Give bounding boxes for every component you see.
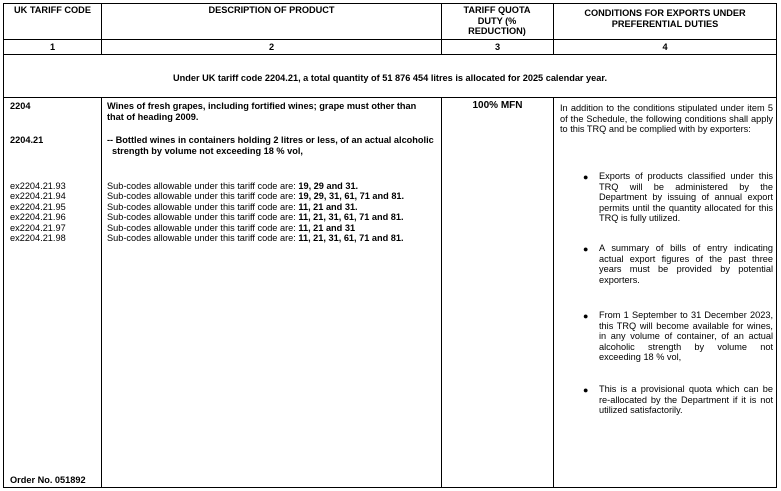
subcode-description-row (107, 191, 440, 201)
subcode-descriptions (107, 181, 440, 243)
subcode-prefix: Sub-codes allowable under this tariff code are: (107, 191, 296, 202)
banner-rule (4, 97, 776, 98)
subheading-code: 2204.21 (10, 135, 44, 145)
column-number-3: 3 (494, 42, 501, 52)
col-divider-3-body (553, 97, 554, 487)
subcode-item: ex2204.21.94 (10, 191, 66, 202)
subcode-item: ex2204.21.98 (10, 233, 66, 244)
subcode-list (10, 181, 66, 243)
heading-description: Wines of fresh grapes, including fortified wines; grape must other than that of heading 2009. (107, 101, 417, 122)
subcode-values: 19, 29 and 31. (298, 181, 359, 191)
header-tariff-quota-duty: TARIFF QUOTA DUTY (% REDUCTION) (463, 5, 531, 36)
col-divider-2-body (441, 97, 442, 487)
subcode-item: ex2204.21.93 (10, 181, 66, 191)
condition-bullet-4: This is a provisional quota which can be re-allocated by the Department if it is not utilized satisfactorily. (599, 384, 773, 416)
subcode-values: 19, 29, 31, 61, 71 and 81. (298, 191, 405, 202)
header-rule (4, 39, 776, 40)
subcode-prefix: Sub-codes allowable under this tariff code are: (107, 212, 296, 223)
subcode-values: 11, 21, 31, 61, 71 and 81. (298, 212, 404, 223)
subcode-description-row (107, 202, 440, 212)
condition-bullet-2: A summary of bills of entry indicating actual export figures of the past three years must be provided by potential exporters. (599, 243, 773, 285)
subcode-item: ex2204.21.96 (10, 212, 66, 223)
subcode-item: ex2204.21.97 (10, 222, 66, 233)
col-divider-1-body (101, 97, 102, 487)
header-description: DESCRIPTION OF PRODUCT (208, 5, 335, 15)
column-number-rule (4, 54, 776, 55)
bullet-icon: ● (583, 244, 589, 254)
subcode-values: 11, 21 and 31 (298, 222, 356, 233)
subcode-description-row (107, 223, 440, 233)
subcode-description-row (107, 212, 440, 222)
header-conditions: CONDITIONS FOR EXPORTS UNDER PREFERENTIAL DUTIES (584, 8, 746, 29)
heading-code: 2204 (10, 101, 31, 111)
tariff-table (3, 3, 777, 488)
subheading-description: -- Bottled wines in containers holding 2 litres or less, of an actual alcoholic strength by volume not exceeding 18 % vol, (107, 135, 434, 156)
subcode-values: 11, 21, 31, 61, 71 and 81. (298, 233, 404, 244)
order-number: Order No. 051892 (10, 475, 86, 485)
subcode-prefix: Sub-codes allowable under this tariff code are: (107, 222, 296, 233)
column-number-1: 1 (49, 42, 56, 52)
subcode-prefix: Sub-codes allowable under this tariff code are: (107, 201, 296, 212)
allocation-banner: Under UK tariff code 2204.21, a total quantity of 51 876 454 litres is allocated for 2025 calendar year. (172, 73, 608, 83)
condition-bullet-1: Exports of products classified under this TRQ will be administered by the Department by issuing of annual export permits until the quantity allocated for this TRQ is fully utilized. (599, 171, 773, 224)
subcode-prefix: Sub-codes allowable under this tariff code are: (107, 233, 296, 244)
column-number-4: 4 (662, 42, 668, 52)
subcode-item: ex2204.21.95 (10, 201, 66, 212)
bullet-icon: ● (583, 311, 589, 321)
subcode-prefix: Sub-codes allowable under this tariff code are: (107, 181, 296, 191)
subcode-description-row (107, 233, 440, 243)
condition-bullet-3: From 1 September to 31 December 2023, this TRQ will become available for wines, in any volume of container, of an actual alcoholic strength by volume not exceeding 18 % vol, (599, 310, 773, 363)
column-number-2: 2 (268, 42, 275, 52)
bullet-icon: ● (583, 385, 589, 395)
subcode-values: 11, 21 and 31. (298, 201, 358, 212)
conditions-intro: In addition to the conditions stipulated under item 5 of the Schedule, the following conditions shall apply to this TRQ and be complied with by exporters: (560, 103, 773, 135)
header-tariff-code: UK TARIFF CODE (14, 5, 91, 15)
duty-value: 100% MFN (472, 100, 523, 111)
subcode-description-row (107, 181, 440, 191)
bullet-icon: ● (583, 172, 589, 182)
